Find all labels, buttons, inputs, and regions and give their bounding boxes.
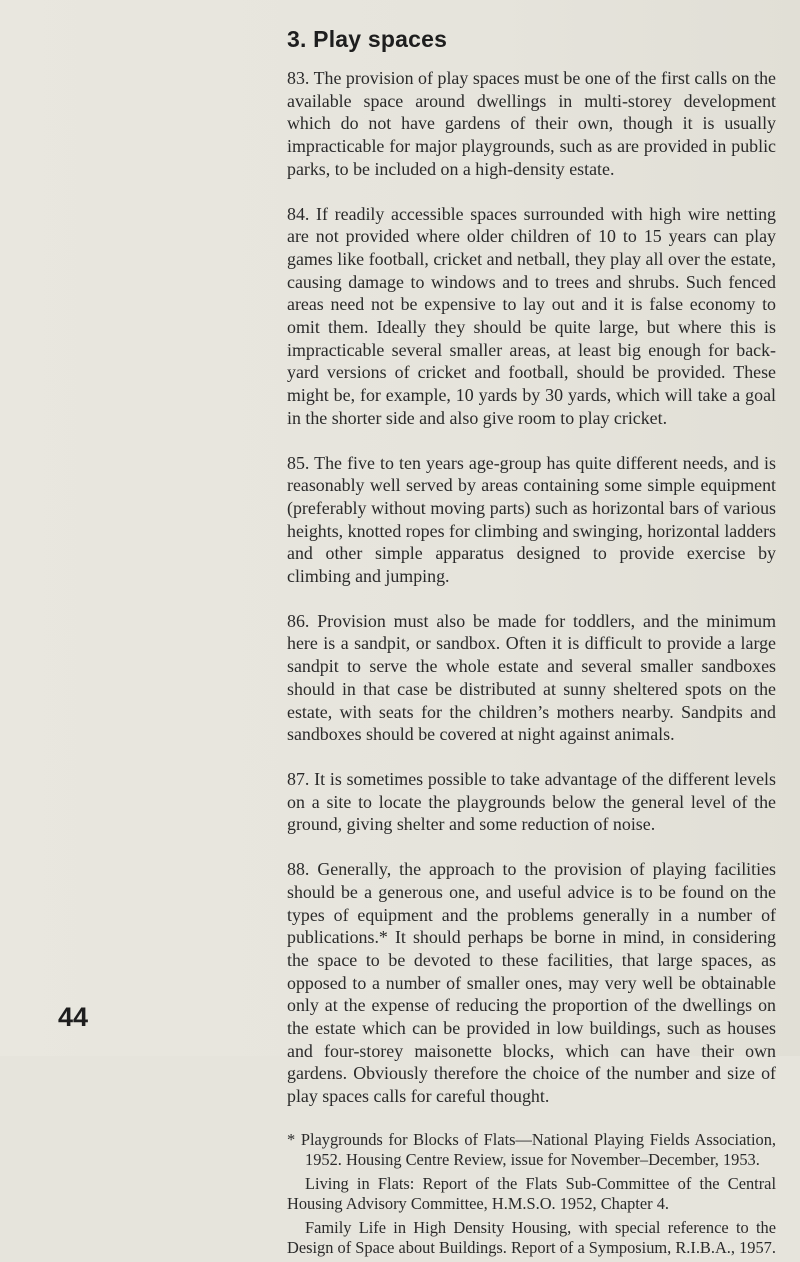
- page-number: 44: [58, 1002, 89, 1032]
- paragraph-86: 86. Provision must also be made for toddlers, and the minimum here is a sandpit, or sandbox. Often it is difficult to provide a large sandpit to serve the whole estate and several smaller sandboxes should in that case be distributed at sunny sheltered spots on the estate, with seats for the children’s mothers nearby. Sandpits and sandboxes should be covered at night against animals.: [287, 610, 776, 745]
- paragraph-84: 84. If readily accessible spaces surrounded with high wire netting are not provided where older children of 10 to 15 years can play games like football, cricket and netball, they play all over the estate, causing damage to windows and to trees and shrubs. Such fenced areas need not be expensive to lay out and it is false economy to omit them. Ideally they should be quite large, but where this is impracticable several smaller areas, at least big enough for back-yard versions of cricket and football, should be provided. These might be, for example, 10 yards by 30 yards, which will take a goal in the shorter side and also give room to play cricket.: [287, 203, 776, 428]
- page-content: [287, 26, 776, 1262]
- footnote-family-life: Family Life in High Density Housing, with special reference to the Design of Space about Buildings. Report of a Symposium, R.I.B.A., 1957.: [287, 1217, 776, 1258]
- paragraph-83: 83. The provision of play spaces must be one of the first calls on the available space around dwellings in multi-storey development which do not have gardens of their own, though it is usually impracticable for major playgrounds, such as are provided in public parks, to be included on a high-density estate.: [287, 68, 776, 179]
- paragraph-85: 85. The five to ten years age-group has quite different needs, and is reasonably well served by areas containing some simple equipment (preferably without moving parts) such as horizontal bars of various heights, knotted ropes for climbing and swinging, horizontal ladders and other simple apparatus designed to provide exercise by climbing and jumping.: [287, 452, 776, 587]
- paragraph-88: 88. Generally, the approach to the provision of playing facilities should be a generous one, and useful advice is to be found on the types of equipment and the problems generally in a number of publications.* It should perhaps be borne in mind, in considering the space to be devoted to these facilities, that large spaces, as opposed to a number of smaller ones, may very well be obtainable only at the expense of reducing the proportion of the dwellings on the estate which can be provided in low buildings, such as houses and four-storey maisonette blocks, which can have their own gardens. Obviously therefore the choice of the number and size of play spaces calls for careful thought.: [287, 859, 776, 1107]
- footnote-living-in-flats: Living in Flats: Report of the Flats Sub-Committee of the Central Housing Advisory Committee, H.M.S.O. 1952, Chapter 4.: [287, 1173, 776, 1214]
- footnotes: [287, 1130, 776, 1259]
- footnote-playgrounds: * Playgrounds for Blocks of Flats—National Playing Fields Association, 1952. Housing Centre Review, issue for November–December, 1953.: [287, 1129, 776, 1170]
- section-heading: 3. Play spaces: [287, 26, 448, 52]
- paragraph-87: 87. It is sometimes possible to take advantage of the different levels on a site to locate the playgrounds below the general level of the ground, giving shelter and some reduction of noise.: [287, 768, 776, 835]
